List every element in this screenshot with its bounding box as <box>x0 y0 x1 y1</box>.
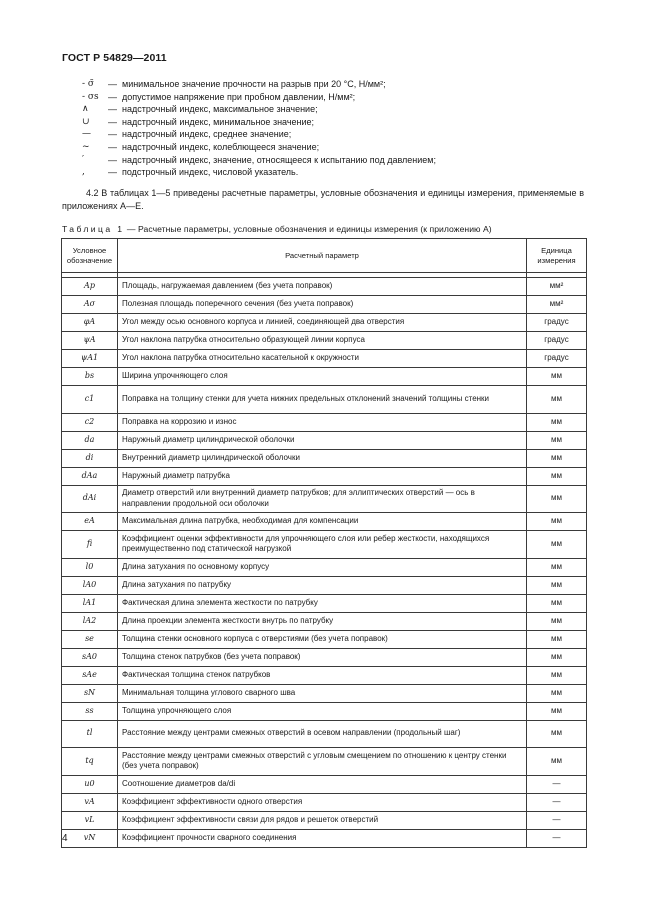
row-symbol: tq <box>62 748 118 776</box>
row-unit: мм <box>527 558 587 576</box>
row-parameter: Угол наклона патрубка относительно касательной к окружности <box>118 350 527 368</box>
table-row <box>62 485 587 513</box>
row-symbol: tl <box>62 720 118 748</box>
definition-item: - σ̃ — минимальное значение прочности на разрыв при 20 °С, Н/мм²; <box>82 78 582 91</box>
definition-text: надстрочный индекс, колеблющееся значение; <box>122 141 320 152</box>
table-row <box>62 684 587 702</box>
definition-item: — — надстрочный индекс, среднее значение; <box>82 128 582 141</box>
row-symbol: lA2 <box>62 612 118 630</box>
row-unit: мм <box>527 684 587 702</box>
row-unit: — <box>527 811 587 829</box>
row-symbol: lA0 <box>62 576 118 594</box>
table-row <box>62 368 587 386</box>
row-unit: мм <box>527 485 587 513</box>
definition-symbol: , <box>82 167 85 178</box>
row-parameter: Коэффициент эффективности связи для рядов и решеток отверстий <box>118 811 527 829</box>
row-symbol: l0 <box>62 558 118 576</box>
row-unit: мм <box>527 449 587 467</box>
definition-symbol: ~ <box>82 141 90 152</box>
row-parameter: Толщина стенок патрубков (без учета поправок) <box>118 648 527 666</box>
definition-symbol: ′ <box>82 154 85 165</box>
row-symbol: sN <box>62 684 118 702</box>
row-parameter: Поправка на толщину стенки для учета нижних предельных отклонений значений толщины стенки <box>118 386 527 414</box>
table-row <box>62 386 587 414</box>
row-symbol: di <box>62 449 118 467</box>
row-symbol: dAa <box>62 467 118 485</box>
row-symbol: c2 <box>62 413 118 431</box>
row-parameter: Соотношение диаметров da/di <box>118 775 527 793</box>
row-symbol: ψA1 <box>62 350 118 368</box>
row-unit: градус <box>527 332 587 350</box>
definition-text: надстрочный индекс, среднее значение; <box>122 129 292 140</box>
row-unit: мм <box>527 666 587 684</box>
row-unit: мм <box>527 431 587 449</box>
row-symbol: sA0 <box>62 648 118 666</box>
definition-item: ′ — надстрочный индекс, значение, относящееся к испытанию под давлением; <box>82 154 582 167</box>
definitions-list <box>82 78 582 179</box>
row-unit: мм <box>527 513 587 531</box>
table-row <box>62 332 587 350</box>
definition-symbol: ∧ <box>82 104 89 115</box>
table-row <box>62 431 587 449</box>
row-unit: мм <box>527 630 587 648</box>
row-parameter: Минимальная толщина углового сварного шва <box>118 684 527 702</box>
definition-text: надстрочный индекс, максимальное значение; <box>122 104 318 115</box>
row-parameter: Наружный диаметр цилиндрической оболочки <box>118 431 527 449</box>
definition-text: надстрочный индекс, минимальное значение; <box>122 116 315 127</box>
definition-symbol: - σ̃ <box>82 79 95 89</box>
row-parameter: Коэффициент оценки эффективности для упрочняющего слоя или ребер жесткости, находящихся преимущественно под статической нагрузкой <box>118 531 527 559</box>
row-unit: мм <box>527 612 587 630</box>
row-unit: мм <box>527 576 587 594</box>
row-symbol: vN <box>62 829 118 847</box>
table-row <box>62 576 587 594</box>
definition-item: - σs — допустимое напряжение при пробном давлении, Н/мм²; <box>82 91 582 104</box>
header-unit: Единица измерения <box>527 239 587 273</box>
table-row <box>62 829 587 847</box>
row-parameter: Коэффициент эффективности одного отверстия <box>118 793 527 811</box>
row-unit: — <box>527 793 587 811</box>
row-symbol: dAi <box>62 485 118 513</box>
row-parameter: Угол между осью основного корпуса и линией, соединяющей два отверстия <box>118 314 527 332</box>
row-parameter: Поправка на коррозию и износ <box>118 413 527 431</box>
row-symbol: Aσ <box>62 296 118 314</box>
definition-text: надстрочный индекс, значение, относящееся к испытанию под давлением; <box>122 154 436 165</box>
page-number: 4 <box>62 833 68 844</box>
row-unit: мм <box>527 368 587 386</box>
row-symbol: Ap <box>62 278 118 296</box>
row-unit: мм <box>527 720 587 748</box>
definition-item: ∧ — надстрочный индекс, максимальное значение; <box>82 103 582 116</box>
definition-text: подстрочный индекс, числовой указатель. <box>122 167 299 178</box>
row-symbol: bs <box>62 368 118 386</box>
header-parameter: Расчетный параметр <box>118 239 527 273</box>
row-unit: мм <box>527 648 587 666</box>
definition-text: минимальное значение прочности на разрыв при 20 °С, Н/мм²; <box>122 79 386 89</box>
table-row <box>62 666 587 684</box>
row-unit: мм <box>527 467 587 485</box>
definition-symbol: — <box>82 129 91 140</box>
row-symbol: se <box>62 630 118 648</box>
document-header: ГОСТ Р 54829—2011 <box>62 52 167 64</box>
row-parameter: Фактическая толщина стенок патрубков <box>118 666 527 684</box>
row-unit: градус <box>527 350 587 368</box>
table-row <box>62 702 587 720</box>
row-parameter: Расстояние между центрами смежных отверстий с угловым смещением по отношению к центру стенки (без учета поправок) <box>118 748 527 776</box>
table-caption <box>62 224 586 234</box>
row-symbol: vA <box>62 793 118 811</box>
row-unit: мм <box>527 386 587 414</box>
table-row <box>62 513 587 531</box>
table-row <box>62 630 587 648</box>
row-unit: мм <box>527 413 587 431</box>
row-symbol: lA1 <box>62 594 118 612</box>
row-parameter: Толщина стенки основного корпуса с отверстиями (без учета поправок) <box>118 630 527 648</box>
row-symbol: sAe <box>62 666 118 684</box>
row-parameter: Полезная площадь поперечного сечения (без учета поправок) <box>118 296 527 314</box>
row-symbol: ss <box>62 702 118 720</box>
row-parameter: Диаметр отверстий или внутренний диаметр патрубков; для эллиптических отверстий — ось в направлении продольной оси оболочки <box>118 485 527 513</box>
row-parameter: Коэффициент прочности сварного соединения <box>118 829 527 847</box>
row-parameter: Площадь, нагружаемая давлением (без учета поправок) <box>118 278 527 296</box>
table-row <box>62 350 587 368</box>
definition-symbol: - σs <box>82 91 99 102</box>
table-row <box>62 748 587 776</box>
row-unit: мм <box>527 702 587 720</box>
table-row <box>62 775 587 793</box>
row-parameter: Ширина упрочняющего слоя <box>118 368 527 386</box>
row-unit: мм² <box>527 296 587 314</box>
table-row <box>62 793 587 811</box>
row-parameter: Внутренний диаметр цилиндрической оболочки <box>118 449 527 467</box>
row-unit: — <box>527 775 587 793</box>
definition-text: допустимое напряжение при пробном давлении, Н/мм²; <box>122 91 356 102</box>
table-caption-text: — Расчетные параметры, условные обозначения и единицы измерения (к приложению А) <box>126 224 492 234</box>
definition-item: ∪ — надстрочный индекс, минимальное значение; <box>82 116 582 129</box>
table-header-row <box>62 239 587 273</box>
row-parameter: Фактическая длина элемента жесткости по патрубку <box>118 594 527 612</box>
table-row <box>62 594 587 612</box>
row-parameter: Расстояние между центрами смежных отверстий в осевом направлении (продольный шаг) <box>118 720 527 748</box>
row-parameter: Максимальная длина патрубка, необходимая для компенсации <box>118 513 527 531</box>
definition-item: , — подстрочный индекс, числовой указатель. <box>82 166 582 179</box>
row-unit: мм² <box>527 278 587 296</box>
row-symbol: da <box>62 431 118 449</box>
table-row <box>62 467 587 485</box>
table-row <box>62 558 587 576</box>
row-symbol: eA <box>62 513 118 531</box>
row-unit: градус <box>527 314 587 332</box>
table-row <box>62 811 587 829</box>
table-row <box>62 648 587 666</box>
row-symbol: φA <box>62 314 118 332</box>
row-symbol: vL <box>62 811 118 829</box>
row-symbol: fi <box>62 531 118 559</box>
parameters-table <box>61 238 587 848</box>
row-parameter: Длина затухания по основному корпусу <box>118 558 527 576</box>
intro-paragraph: 4.2 В таблицах 1—5 приведены расчетные параметры, условные обозначения и единицы измерения, применяемые в приложениях А—Е. <box>62 188 584 211</box>
table-row <box>62 413 587 431</box>
definition-item: ~ — надстрочный индекс, колеблющееся значение; <box>82 141 582 154</box>
definition-symbol: ∪ <box>82 116 90 127</box>
table-row <box>62 314 587 332</box>
table-row <box>62 296 587 314</box>
row-symbol: c1 <box>62 386 118 414</box>
row-unit: мм <box>527 531 587 559</box>
row-unit: мм <box>527 594 587 612</box>
row-parameter: Длина проекции элемента жесткости внутрь по патрубку <box>118 612 527 630</box>
row-parameter: Толщина упрочняющего слоя <box>118 702 527 720</box>
header-symbol: Условное обозначение <box>62 239 118 273</box>
row-parameter: Наружный диаметр патрубка <box>118 467 527 485</box>
table-row <box>62 278 587 296</box>
row-unit: — <box>527 829 587 847</box>
table-row <box>62 531 587 559</box>
row-symbol: ψA <box>62 332 118 350</box>
table-row <box>62 449 587 467</box>
row-unit: мм <box>527 748 587 776</box>
table-caption-label: Таблица 1 <box>62 224 125 234</box>
row-parameter: Длина затухания по патрубку <box>118 576 527 594</box>
row-parameter: Угол наклона патрубка относительно образующей линии корпуса <box>118 332 527 350</box>
row-symbol: u0 <box>62 775 118 793</box>
table-row <box>62 720 587 748</box>
table-row <box>62 612 587 630</box>
